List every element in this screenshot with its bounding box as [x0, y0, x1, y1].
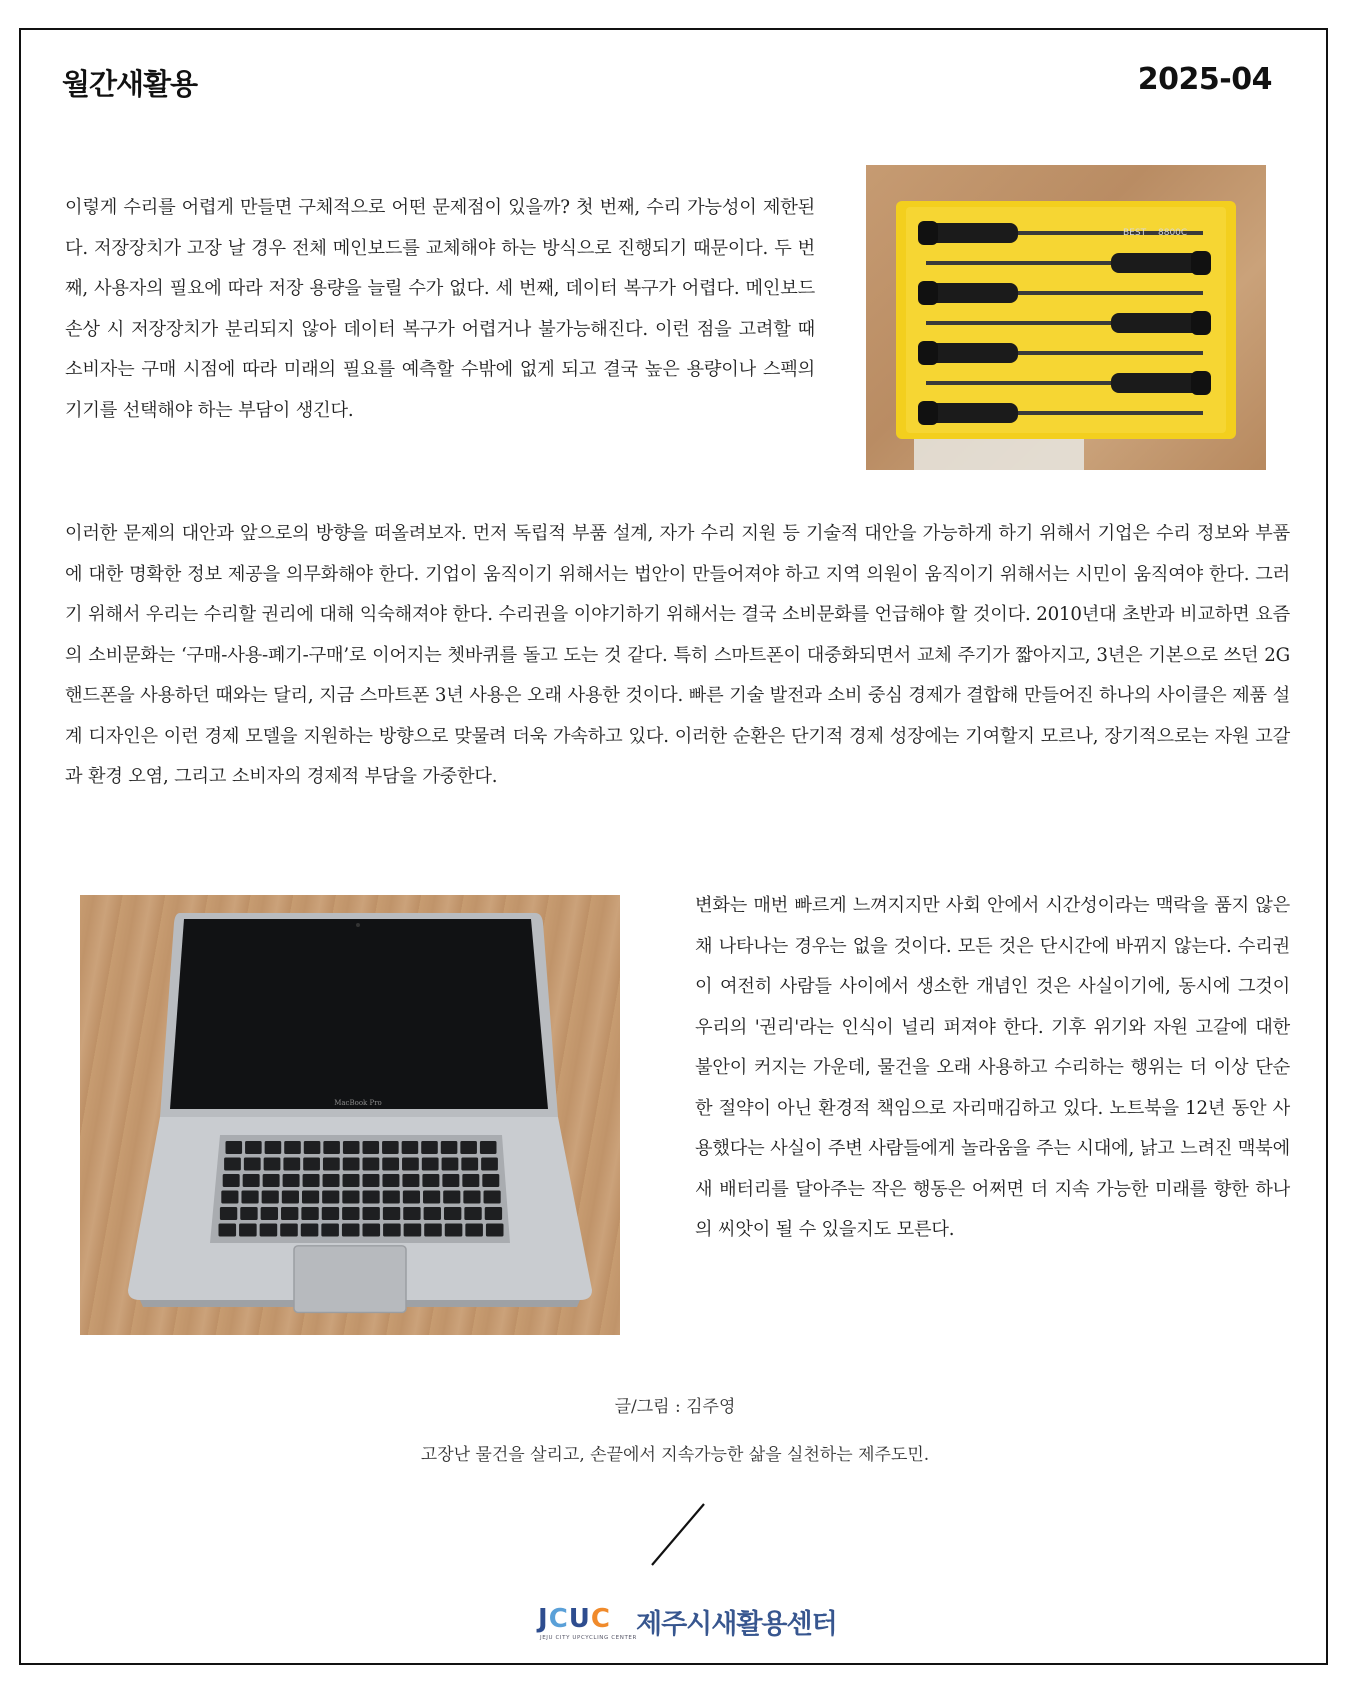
keyboard-key: [243, 1174, 260, 1187]
laptop-illustration: [80, 895, 620, 1335]
laptop-photo: [80, 895, 620, 1335]
keyboard-key: [462, 1174, 479, 1187]
keyboard-key: [240, 1207, 257, 1220]
keyboard-key: [442, 1158, 459, 1171]
keyboard-key: [383, 1207, 400, 1220]
screwdriver-cap: [918, 281, 938, 305]
keyboard-key: [343, 1174, 360, 1187]
keyboard-key: [382, 1141, 399, 1154]
divider-slash: [648, 1502, 708, 1567]
article-paragraph-2: 이러한 문제의 대안과 앞으로의 방향을 떠올려보자. 먼저 독립적 부품 설계, 자가 수리 지원 등 기술적 대안을 가능하게 하기 위해서 기업은 수리 정보와 부품에 대한 명확한 정보 제공을 의무화해야 한다. 기업이 움직이기 위해서는 법안이 만들어져야 하고 지역 의원이 움직이기 위해서는 시민이 움직여야 한다. 그러기 위해서 우리는 수리할 권리에 대해 익숙해져야 한다. 수리권을 이야기하기 위해서는 결국 소비문화를 언급해야 할 것이다. 2010년대 초반과 비교하면 요즘의 소비문화는 ‘구매-사용-폐기-구매’로 이어지는 쳇바퀴를 돌고 도는 것 같다. 특히 스마트폰이 대중화되면서 교체 주기가 짧아지고, 3년은 기본으로 쓰던 2G 핸드폰을 사용하던 때와는 달리, 지금 스마트폰 3년 사용은 오래 사용한 것이다. 빠른 기술 발전과 소비 중심 경제가 결합해 만들어진 하나의 사이클은 제품 설계 디자인은 이런 경제 모델을 지원하는 방향으로 맞물려 더욱 가속하고 있다. 이러한 순환은 단기적 경제 성장에는 기여할지 모르나, 장기적으로는 자원 고갈과 환경 오염, 그리고 소비자의 경제적 부담을 가중한다.: [65, 523, 1290, 787]
keyboard-key: [363, 1158, 380, 1171]
keyboard-key: [363, 1141, 380, 1154]
magazine-title: 월간새활용: [62, 67, 198, 101]
keyboard-key: [363, 1224, 381, 1237]
keyboard-key: [464, 1207, 481, 1220]
keyboard-key: [486, 1224, 504, 1237]
keyboard-key: [262, 1191, 279, 1204]
center-name: 제주시새활용센터: [636, 1609, 837, 1640]
keyboard-key: [223, 1174, 240, 1187]
keyboard-key: [261, 1207, 278, 1220]
keyboard-key: [323, 1141, 340, 1154]
keyboard-key: [284, 1141, 301, 1154]
keyboard-key: [263, 1174, 280, 1187]
keyboard-key: [224, 1158, 241, 1171]
keyboard-key: [403, 1191, 420, 1204]
keyboard-key: [482, 1174, 499, 1187]
screwdriver-set-photo: [866, 165, 1266, 470]
keyboard-key: [301, 1207, 318, 1220]
keyboard-key: [382, 1174, 399, 1187]
screwdriver-cap: [918, 341, 938, 365]
keyboard-key: [303, 1174, 320, 1187]
keyboard-key: [404, 1224, 422, 1237]
keyboard-key: [343, 1141, 360, 1154]
issue-date: 2025-04: [1137, 62, 1272, 97]
keyboard-key: [283, 1158, 300, 1171]
screwdriver-cap: [1191, 311, 1211, 335]
screwdriver-shaft: [926, 321, 1111, 325]
keyboard-key: [241, 1191, 258, 1204]
article-paragraph-1: 이렇게 수리를 어렵게 만들면 구체적으로 어떤 문제점이 있을까? 첫 번째, 수리 가능성이 제한된다. 저장장치가 고장 날 경우 전체 메인보드를 교체해야 하는 방식으로 진행되기 때문이다. 두 번째, 사용자의 필요에 따라 저장 용량을 늘릴 수가 없다. 세 번째, 데이터 복구가 어렵다. 메인보드 손상 시 저장장치가 분리되지 않아 데이터 복구가 어렵거나 불가능해진다. 이런 점을 고려할 때 소비자는 구매 시점에 따라 미래의 필요를 예측할 수밖에 없게 되고 결국 높은 용량이나 스펙의 기기를 선택해야 하는 부담이 생긴다.: [65, 197, 815, 421]
screwdriver-cap: [1191, 371, 1211, 395]
keyboard-key: [245, 1141, 262, 1154]
keyboard-key: [445, 1224, 463, 1237]
keyboard-key: [264, 1158, 281, 1171]
screwdriver-cap: [918, 401, 938, 425]
keyboard-key: [239, 1224, 257, 1237]
keyboard-key: [244, 1158, 261, 1171]
keyboard-key: [321, 1224, 339, 1237]
keyboard-key: [461, 1158, 478, 1171]
keyboard-key: [322, 1207, 339, 1220]
keyboard-key: [424, 1224, 442, 1237]
svg-text:MacBook Pro: MacBook Pro: [334, 1099, 382, 1107]
jcuc-logo-mark: JCUC: [538, 1604, 611, 1634]
keyboard-key: [322, 1191, 339, 1204]
keyboard-key: [342, 1207, 359, 1220]
screwdriver-shaft: [1018, 351, 1203, 355]
keyboard-key: [342, 1224, 360, 1237]
keyboard-key: [342, 1191, 359, 1204]
keyboard-key: [441, 1141, 458, 1154]
author-credit: 글/그림 : 김주영: [614, 1397, 736, 1417]
keyboard-key: [220, 1207, 237, 1220]
keyboard-key: [302, 1191, 319, 1204]
keyboard-key: [402, 1158, 419, 1171]
keyboard-key: [422, 1174, 439, 1187]
keyboard-key: [265, 1141, 282, 1154]
center-logo[interactable]: [538, 1602, 838, 1650]
keyboard-key: [443, 1191, 460, 1204]
keyboard-key: [221, 1191, 238, 1204]
article-paragraph-3: 변화는 매번 빠르게 느껴지지만 사회 안에서 시간성이라는 맥락을 품지 않은 채 나타나는 경우는 없을 것이다. 모든 것은 단시간에 바뀌지 않는다. 수리권이 여전히 사람들 사이에서 생소한 개념인 것은 사실이기에, 동시에 그것이 우리의 '권리'라는 인식이 널리 퍼져야 한다. 기후 위기와 자원 고갈에 대한 불안이 커지는 가운데, 물건을 오래 사용하고 수리하는 행위는 더 이상 단순한 절약이 아닌 환경적 책임으로 자리매김하고 있다. 노트북을 12년 동안 사용했다는 사실이 주변 사람들에게 놀라움을 주는 시대에, 낡고 느려진 맥북에 새 배터리를 달아주는 작은 행동은 어쩌면 더 지속 가능한 미래를 향한 하나의 씨앗이 될 수 있을지도 모른다.: [695, 895, 1290, 1240]
keyboard-key: [442, 1174, 459, 1187]
keyboard-key: [444, 1207, 461, 1220]
keyboard-key: [283, 1174, 300, 1187]
keyboard-key: [480, 1141, 497, 1154]
keyboard-key: [421, 1141, 438, 1154]
keyboard-key: [402, 1174, 419, 1187]
screwdriver-cap: [918, 221, 938, 245]
keyboard-key: [402, 1141, 419, 1154]
keyboard-key: [280, 1224, 298, 1237]
keyboard-key: [403, 1207, 420, 1220]
keyboard-key: [363, 1174, 380, 1187]
keyboard-key: [485, 1207, 502, 1220]
screwdriver-shaft: [926, 381, 1111, 385]
keyboard-key: [382, 1158, 399, 1171]
svg-text:8800C: 8800C: [1158, 228, 1188, 238]
keyboard-key: [363, 1191, 380, 1204]
keyboard-key: [481, 1158, 498, 1171]
keyboard-key: [363, 1207, 380, 1220]
keyboard-key: [423, 1191, 440, 1204]
keyboard-key: [323, 1158, 340, 1171]
keyboard-key: [303, 1158, 320, 1171]
keyboard-key: [260, 1224, 278, 1237]
keyboard-key: [219, 1224, 237, 1237]
screwdriver-shaft: [1018, 291, 1203, 295]
keyboard-key: [422, 1158, 439, 1171]
keyboard-key: [301, 1224, 319, 1237]
keyboard-key: [383, 1224, 401, 1237]
keyboard-key: [343, 1158, 360, 1171]
author-bio: 고장난 물건을 살리고, 손끝에서 지속가능한 삶을 실천하는 제주도민.: [420, 1445, 930, 1465]
keyboard-key: [282, 1191, 299, 1204]
keyboard-key: [323, 1174, 340, 1187]
keyboard-key: [383, 1191, 400, 1204]
svg-text:BEST: BEST: [1123, 228, 1147, 238]
keyboard-key: [304, 1141, 321, 1154]
keyboard-key: [424, 1207, 441, 1220]
keyboard-key: [463, 1191, 480, 1204]
screwdriver-shaft: [1018, 411, 1203, 415]
screwdriver-shaft: [926, 261, 1111, 265]
keyboard-key: [226, 1141, 243, 1154]
keyboard-key: [281, 1207, 298, 1220]
keyboard-key: [484, 1191, 501, 1204]
screwdriver-cap: [1191, 251, 1211, 275]
center-subtitle: JEJU CITY UPCYCLING CENTER: [540, 1635, 637, 1641]
keyboard-key: [460, 1141, 477, 1154]
keyboard-key: [465, 1224, 483, 1237]
screwdriver-set-illustration: [866, 165, 1266, 470]
